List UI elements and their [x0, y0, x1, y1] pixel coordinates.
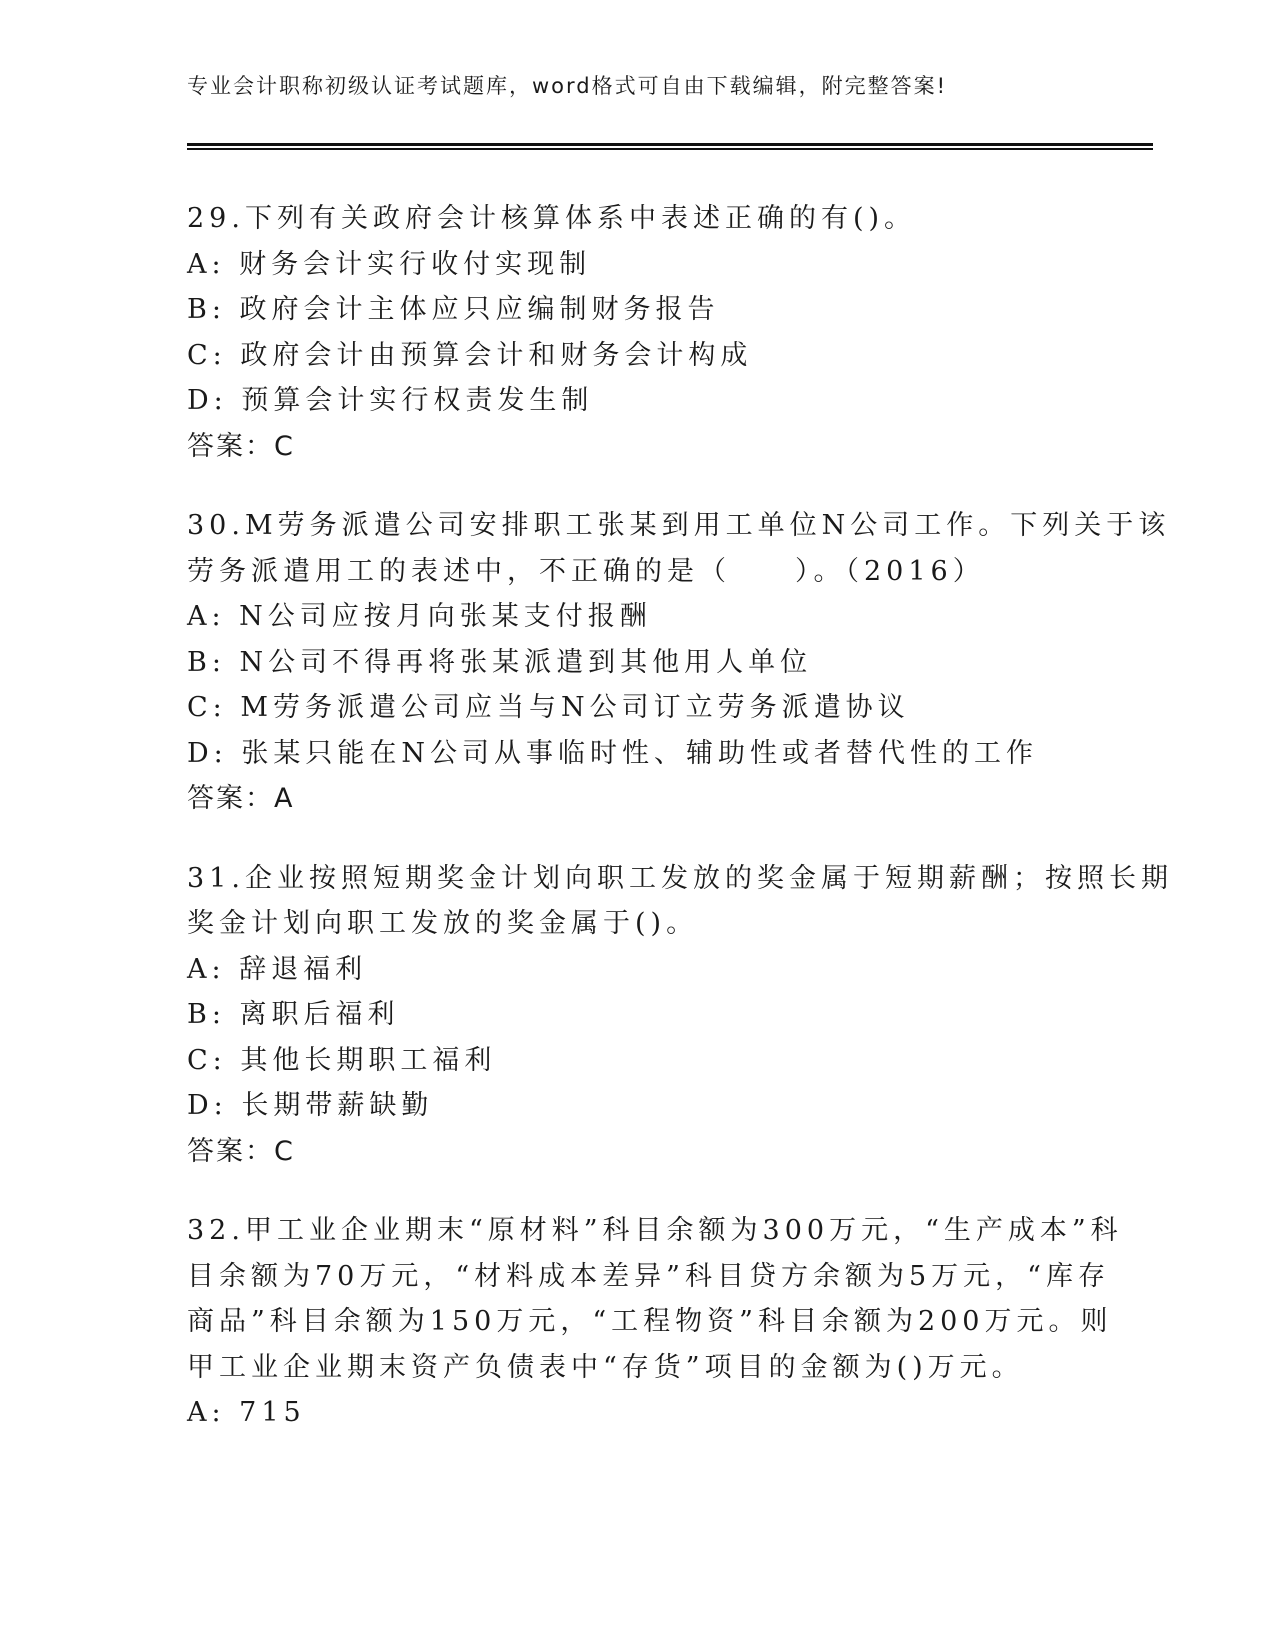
option-c: C: 政府会计由预算会计和财务会计构成 [187, 339, 753, 371]
option-b: B: 离职后福利 [187, 999, 400, 1030]
option-c: C: M劳务派遣公司应当与N公司订立劳务派遣协议 [187, 692, 910, 723]
option-d: D: 预算会计实行权责发生制 [187, 385, 594, 416]
header-rule-thick [187, 143, 1153, 146]
question-stem: 奖金计划向职工发放的奖金属于()。 [187, 908, 699, 939]
answer: 答案：A [187, 783, 295, 814]
option-b: B: N公司不得再将张某派遣到其他用人单位 [187, 646, 813, 678]
question-29 [187, 196, 1107, 469]
option-a: A: 715 [187, 1397, 306, 1428]
option-a: A: N公司应按月向张某支付报酬 [187, 601, 652, 632]
question-31 [187, 856, 1173, 1175]
option-c: C: 其他长期职工福利 [187, 1044, 497, 1076]
option-a: A: 财务会计实行收付实现制 [187, 248, 592, 280]
option-a: A: 辞退福利 [187, 953, 368, 985]
question-stem: 目余额为70万元，“材料成本差异”科目贷方余额为5万元，“库存 [187, 1260, 1110, 1292]
option-d: D: 长期带薪缺勤 [187, 1090, 434, 1121]
question-stem: 29.下列有关政府会计核算体系中表述正确的有()。 [187, 203, 917, 234]
question-stem: 30.M劳务派遣公司安排职工张某到用工单位N公司工作。下列关于该 [187, 510, 1171, 541]
question-30 [187, 503, 1171, 822]
page-header: 专业会计职称初级认证考试题库，word格式可自由下载编辑，附完整答案! [187, 74, 948, 98]
question-stem: 商品”科目余额为150万元，“工程物资”科目余额为200万元。则 [187, 1306, 1113, 1337]
option-b: B: 政府会计主体应只应编制财务报告 [187, 294, 720, 325]
option-d: D: 张某只能在N公司从事临时性、辅助性或者替代性的工作 [187, 737, 1038, 769]
answer: 答案：C [187, 1135, 295, 1167]
question-stem: 甲工业企业期末资产负债表中“存货”项目的金额为()万元。 [187, 1351, 1024, 1383]
question-list [187, 196, 1173, 1470]
question-32 [187, 1208, 1123, 1436]
answer: 答案：C [187, 430, 295, 462]
header-rule-thin [187, 148, 1153, 150]
question-stem: 劳务派遣用工的表述中，不正确的是（ ）。（2016） [187, 555, 985, 587]
question-stem: 31.企业按照短期奖金计划向职工发放的奖金属于短期薪酬；按照长期 [187, 862, 1173, 894]
question-stem: 32.甲工业企业期末“原材料”科目余额为300万元，“生产成本”科 [187, 1215, 1123, 1246]
